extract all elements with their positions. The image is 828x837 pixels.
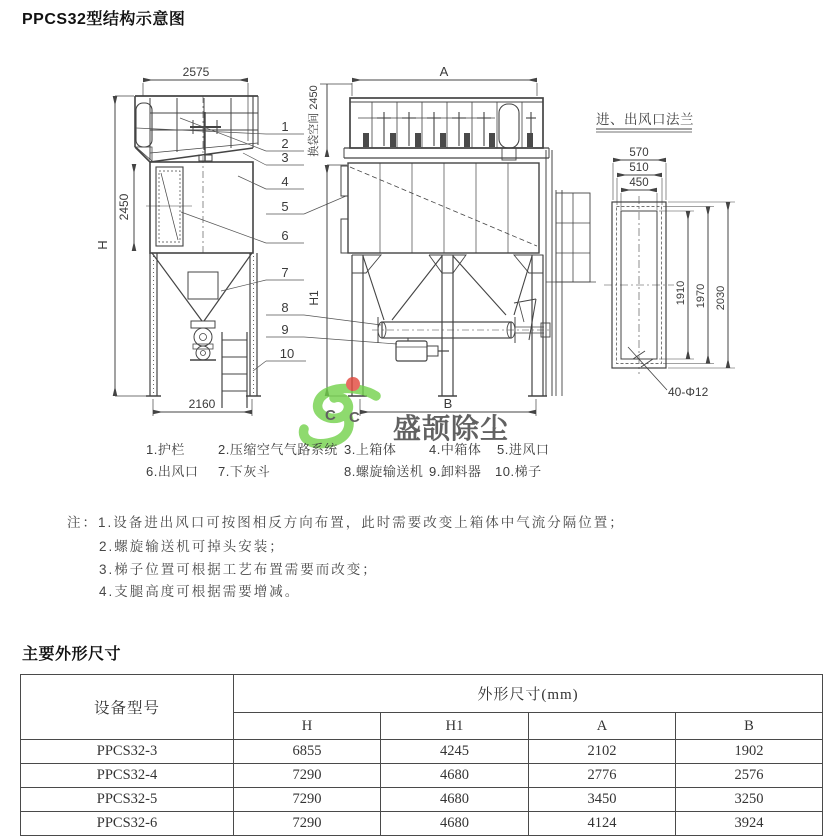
- dim-H: H: [95, 240, 110, 250]
- cell-value: 7290: [234, 788, 381, 812]
- cell-value: 7290: [234, 812, 381, 836]
- row-model: PPCS32-6: [21, 812, 234, 836]
- row-model: PPCS32-4: [21, 764, 234, 788]
- cell-value: 7290: [234, 764, 381, 788]
- page-title: PPCS32型结构示意图: [22, 11, 186, 28]
- callout-9: 9: [281, 322, 289, 337]
- dim-2030: 2030: [715, 285, 727, 311]
- bolt-spec: 40-Φ12: [668, 385, 709, 399]
- callout-4: 4: [281, 174, 289, 189]
- callout-1: 1: [281, 119, 289, 134]
- dim-B: B: [443, 396, 453, 411]
- note-prefix: 注：: [67, 515, 98, 530]
- legend-item-9: 9.卸料器: [429, 464, 482, 479]
- row-model: PPCS32-5: [21, 788, 234, 812]
- callout-3: 3: [281, 150, 289, 165]
- note-text-1: 1.设备进出风口可按图相反方向布置，此时需要改变上箱体中气流分隔位置；: [98, 515, 625, 530]
- cell-value: 3450: [529, 788, 676, 812]
- dimensions-table: [20, 674, 823, 836]
- note-line-4: 4.支腿高度可根据需要增减。: [99, 584, 301, 599]
- logo-dot: [346, 377, 360, 391]
- col-header-group: 外形尺寸(mm): [234, 675, 823, 713]
- watermark-logo: [304, 377, 510, 444]
- callout-5: 5: [281, 199, 289, 214]
- callout-numbers: [280, 119, 294, 361]
- legend-item-5: 5.进风口: [497, 442, 550, 457]
- legend-item-4: 4.中箱体: [429, 442, 482, 457]
- legend-item-8: 8.螺旋输送机: [344, 464, 424, 479]
- dim-2450-door: 2450: [117, 193, 131, 221]
- logo-letter-2: C: [349, 409, 360, 426]
- cell-value: 1902: [676, 740, 823, 764]
- legend-item-7: 7.下灰斗: [218, 464, 271, 479]
- logo-letter-1: C: [325, 407, 336, 424]
- callout-leaders: [136, 118, 397, 371]
- cell-value: 4680: [381, 788, 529, 812]
- dim-bag-space: 换袋空间 2450: [308, 85, 320, 157]
- cell-value: 3250: [676, 788, 823, 812]
- legend-item-1: 1.护栏: [146, 442, 185, 457]
- dim-A: A: [439, 64, 449, 79]
- cell-value: 4680: [381, 812, 529, 836]
- dimensions-section-title: 主要外形尺寸: [22, 646, 122, 663]
- legend-item-6: 6.出风口: [146, 464, 199, 479]
- callout-2: 2: [281, 136, 289, 151]
- dim-H1: H1: [307, 290, 321, 306]
- cell-value: 4245: [381, 740, 529, 764]
- watermark-text: 盛颉除尘: [393, 413, 510, 444]
- cell-value: 4680: [381, 764, 529, 788]
- dim-1970: 1970: [695, 283, 707, 309]
- flange-view: [596, 129, 735, 390]
- legend-item-10: 10.梯子: [495, 464, 542, 479]
- col-header-A: A: [529, 713, 676, 740]
- cell-value: 6855: [234, 740, 381, 764]
- callout-8: 8: [281, 300, 289, 315]
- dim-510: 510: [629, 162, 649, 174]
- row-model: PPCS32-3: [21, 740, 234, 764]
- callout-7: 7: [281, 265, 289, 280]
- cell-value: 2576: [676, 764, 823, 788]
- callout-6: 6: [281, 228, 289, 243]
- flange-title: 进、出风口法兰: [596, 112, 694, 127]
- col-header-H1: H1: [381, 713, 529, 740]
- note-line-3: 3.梯子位置可根据工艺布置需要而改变；: [99, 562, 378, 577]
- dim-1910: 1910: [675, 280, 687, 306]
- front-view: [320, 80, 596, 416]
- col-header-model: 设备型号: [21, 675, 234, 740]
- legend-item-3: 3.上箱体: [344, 442, 397, 457]
- col-header-B: B: [676, 713, 823, 740]
- note-line-2: 2.螺旋输送机可掉头安装；: [99, 539, 285, 554]
- note-line-1: [67, 511, 625, 531]
- cell-value: 4124: [529, 812, 676, 836]
- callout-10: 10: [279, 346, 295, 361]
- dim-2575: 2575: [182, 65, 210, 79]
- dim-2160: 2160: [188, 397, 216, 411]
- legend-item-2: 2.压缩空气气路系统: [218, 442, 338, 457]
- cell-value: 3924: [676, 812, 823, 836]
- dim-570: 570: [629, 147, 649, 159]
- cell-value: 2776: [529, 764, 676, 788]
- dim-450: 450: [629, 177, 649, 189]
- col-header-H: H: [234, 713, 381, 740]
- cell-value: 2102: [529, 740, 676, 764]
